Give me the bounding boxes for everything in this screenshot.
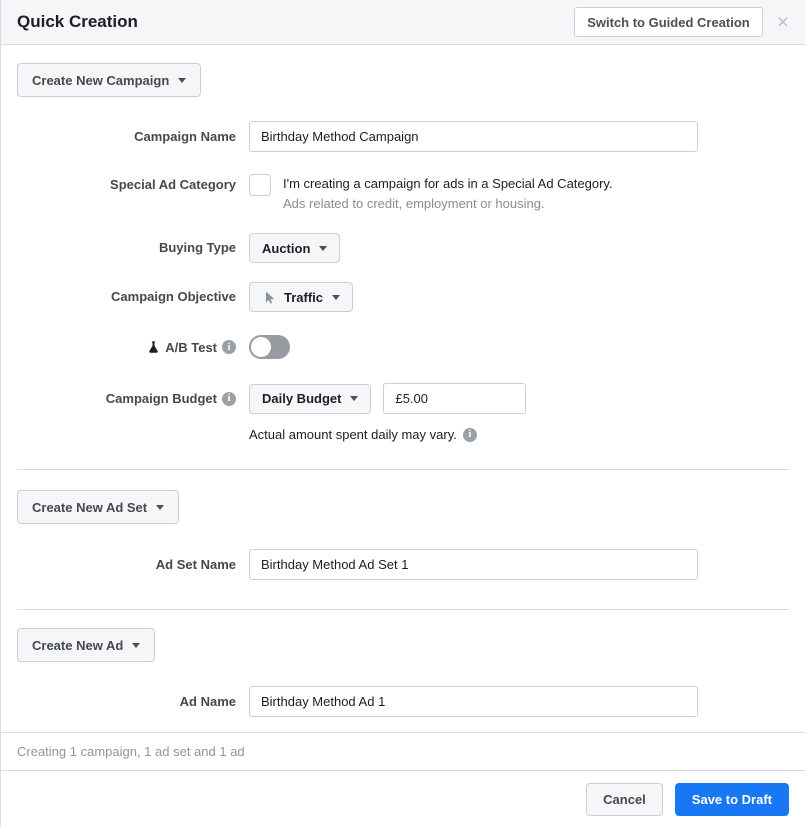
budget-helper-text-group xyxy=(249,427,477,442)
close-icon[interactable]: × xyxy=(776,10,789,34)
dialog-header xyxy=(1,0,805,45)
campaign-section xyxy=(1,45,805,470)
create-new-ad-label: Create New Ad xyxy=(32,637,124,653)
switch-to-guided-creation-button[interactable]: Switch to Guided Creation xyxy=(574,7,763,37)
create-new-ad-set-dropdown[interactable] xyxy=(17,490,179,524)
ad-set-name-row xyxy=(17,549,789,580)
special-ad-category-checkbox-text: I'm creating a campaign for ads in a Special Ad Category. xyxy=(283,176,613,191)
ad-set-section xyxy=(1,470,805,610)
chevron-down-icon xyxy=(319,246,327,251)
campaign-budget-label: Campaign Budget xyxy=(105,391,217,406)
ab-test-label-group xyxy=(17,340,249,355)
campaign-budget-label-group xyxy=(17,391,249,406)
flask-icon xyxy=(147,340,160,354)
ad-set-name-label: Ad Set Name xyxy=(155,556,236,572)
buying-type-row xyxy=(17,233,789,263)
cancel-button[interactable]: Cancel xyxy=(586,783,663,816)
ab-test-row xyxy=(17,335,789,359)
ab-test-toggle[interactable] xyxy=(249,335,290,359)
create-new-ad-set-label: Create New Ad Set xyxy=(32,499,148,515)
budget-amount-input[interactable] xyxy=(383,383,526,414)
ad-name-row xyxy=(17,686,789,717)
campaign-objective-value: Traffic xyxy=(284,289,324,305)
dialog-footer xyxy=(1,771,805,828)
special-ad-category-checkbox[interactable] xyxy=(249,174,271,196)
budget-helper-row xyxy=(17,427,789,442)
save-to-draft-button[interactable]: Save to Draft xyxy=(675,783,789,816)
ad-name-input[interactable] xyxy=(249,686,698,717)
chevron-down-icon xyxy=(332,295,340,300)
chevron-down-icon xyxy=(156,505,164,510)
campaign-budget-row xyxy=(17,383,789,414)
budget-type-dropdown[interactable] xyxy=(249,384,371,414)
special-ad-category-help-text: Ads related to credit, employment or housing. xyxy=(283,196,545,211)
campaign-name-label: Campaign Name xyxy=(134,128,236,144)
buying-type-dropdown[interactable] xyxy=(249,233,340,263)
chevron-down-icon xyxy=(178,78,186,83)
budget-helper-text: Actual amount spent daily may vary. xyxy=(249,427,457,442)
chevron-down-icon xyxy=(350,396,358,401)
campaign-name-row xyxy=(17,121,789,152)
campaign-name-input[interactable] xyxy=(249,121,698,152)
page-title: Quick Creation xyxy=(17,12,138,31)
creation-summary: Creating 1 campaign, 1 ad set and 1 ad xyxy=(1,732,805,771)
cursor-pointer-icon xyxy=(262,290,276,305)
chevron-down-icon xyxy=(132,643,140,648)
create-new-campaign-label: Create New Campaign xyxy=(32,72,170,88)
ad-section xyxy=(1,610,805,717)
buying-type-value: Auction xyxy=(262,240,311,256)
info-icon[interactable]: i xyxy=(222,340,236,354)
ad-set-name-input[interactable] xyxy=(249,549,698,580)
buying-type-label: Buying Type xyxy=(158,240,236,255)
toggle-knob xyxy=(251,337,271,357)
info-icon[interactable]: i xyxy=(222,392,236,406)
create-new-campaign-dropdown[interactable] xyxy=(17,63,201,97)
budget-type-value: Daily Budget xyxy=(262,391,342,406)
special-ad-category-label: Special Ad Category xyxy=(110,177,236,192)
campaign-objective-label: Campaign Objective xyxy=(111,289,236,304)
ab-test-label: A/B Test xyxy=(165,339,217,355)
campaign-objective-row xyxy=(17,282,789,312)
special-ad-category-text xyxy=(283,174,613,213)
ad-name-label: Ad Name xyxy=(179,693,236,709)
special-ad-category-row xyxy=(17,174,789,213)
info-icon[interactable]: i xyxy=(463,428,477,442)
create-new-ad-dropdown[interactable] xyxy=(17,628,155,662)
campaign-objective-dropdown[interactable] xyxy=(249,282,353,312)
